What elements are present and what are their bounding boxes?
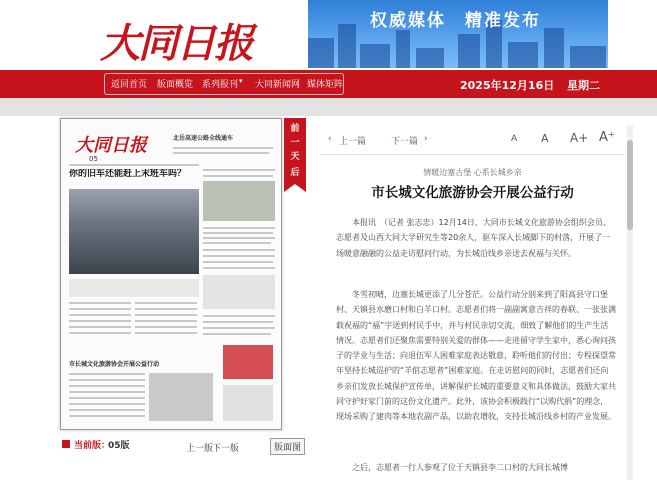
day-nav-tab[interactable]: [284, 118, 306, 206]
current-value: 05版: [108, 441, 130, 451]
nav-series[interactable]: 系列报刊: [202, 80, 239, 90]
article-title: 市长城文化旅游协会开展公益行动: [371, 185, 574, 201]
prev-page-link[interactable]: 上一版: [186, 444, 214, 454]
site-logo[interactable]: 大同日报: [100, 20, 252, 67]
content-bg: [0, 98, 657, 116]
nav-bar: [0, 70, 657, 98]
photo[interactable]: [149, 373, 213, 421]
scrollbar-thumb[interactable]: [627, 140, 633, 230]
banner-building: [338, 24, 356, 68]
banner-building: [416, 48, 444, 68]
header: [0, 0, 657, 70]
nav-news[interactable]: 大同新闻网: [255, 80, 301, 90]
paper-page-no: 05: [89, 155, 98, 163]
current-label: 当前版：: [74, 441, 111, 451]
next-arrow-icon[interactable]: ›: [424, 134, 428, 144]
font-xlarge-button[interactable]: A⁺: [599, 130, 615, 145]
banner-building: [570, 46, 606, 68]
next-day-link[interactable]: 后 一 天: [290, 168, 300, 206]
ad-box[interactable]: [223, 345, 273, 379]
next-article-link[interactable]: 下一篇: [391, 137, 419, 147]
font-small-button[interactable]: A: [511, 134, 518, 144]
font-large-button[interactable]: A+: [570, 131, 589, 145]
prev-day-link[interactable]: 前 一 天: [290, 124, 300, 162]
banner-building: [396, 30, 410, 68]
article-toolbar: [321, 125, 624, 155]
banner-building: [508, 42, 538, 68]
paper-logo: 大同日报: [75, 135, 147, 156]
tab-tail: [284, 184, 306, 192]
nav-home[interactable]: 返回首页: [111, 80, 148, 90]
page-marker-icon: [62, 440, 70, 448]
banner-building: [544, 28, 564, 68]
newspaper-page[interactable]: [60, 118, 282, 430]
chevron-down-icon[interactable]: ▾: [239, 77, 243, 85]
article-paragraph: 本报讯 （记者 张志忠）12月14日，大同市长城文化旅游协会组织会员、志愿者及山西大同大学研究生等20余人，驱车深入长城脚下的村落，开展了一场暖意融融的公益走访慰问行动，为长城沿线乡亲送去祝福与关怀。: [336, 218, 611, 258]
current-weekday: 星期二: [567, 79, 600, 92]
font-medium-button[interactable]: A: [541, 132, 549, 145]
headline-left[interactable]: 你的旧车还能赶上末班车吗？: [69, 169, 187, 179]
ad-banner[interactable]: [308, 0, 608, 68]
article-paragraph: 冬雪初晴，边塞长城更添了几分苍茫。公益行动分别来到了阳高县守口堡村、天镇县水磨口村和白羊口村。志愿者们将一副副寓意吉祥的春联、一张张满载祝福的“福”字送到村民手中，并与村民亲切交流，细致了解他们的生产生活情况。志愿者们还聚焦需要特别关爱的群体——走进留守学生家中，悉心询问孩子的学业与生活；向退伍军人困难家庭表达敬意，聆听他们的付出；专程探望常年坚持长城巡护的“羊倌志愿者”困难家庭。在走访慰问的同时，志愿者们还向乡亲们发放长城保护宣传单，讲解保护长城的重要意义和具体做法，鼓励大家共同守护好家门前的这份文化遗产。此外，该协会积极践行“以购代捐”的理念，现场采购了建肉等本地农副产品，以助农增收，支持长城沿线乡村的产业发展。: [336, 290, 616, 422]
article-panel: [321, 125, 624, 480]
article-paragraph: 之后，志愿者一行人参观了位于天镇县李二口村的大同长城博: [352, 463, 568, 472]
banner-building: [360, 44, 390, 68]
nav-media[interactable]: 媒体矩阵: [307, 80, 344, 90]
headline-bottom[interactable]: 市长城文化旅游协会开展公益行动: [69, 361, 160, 368]
nav-overview[interactable]: 版面概览: [157, 80, 194, 90]
article-kicker: 情暖边塞古堡 心系长城乡亲: [423, 168, 522, 177]
prev-article-link[interactable]: 上一篇: [339, 137, 367, 147]
banner-building: [458, 34, 480, 68]
photo[interactable]: [203, 181, 275, 221]
headline-right[interactable]: 北岳高速公路全线通车: [173, 135, 234, 142]
current-date: 2025年12月16日: [460, 79, 555, 92]
prev-arrow-icon[interactable]: ‹: [328, 134, 332, 144]
next-page-link[interactable]: 下一版: [212, 444, 240, 454]
news-photo[interactable]: [69, 189, 199, 274]
banner-building: [308, 38, 334, 68]
layout-button[interactable]: 版面图: [270, 438, 305, 455]
banner-slogan: 权威媒体 精准发布: [370, 11, 541, 31]
